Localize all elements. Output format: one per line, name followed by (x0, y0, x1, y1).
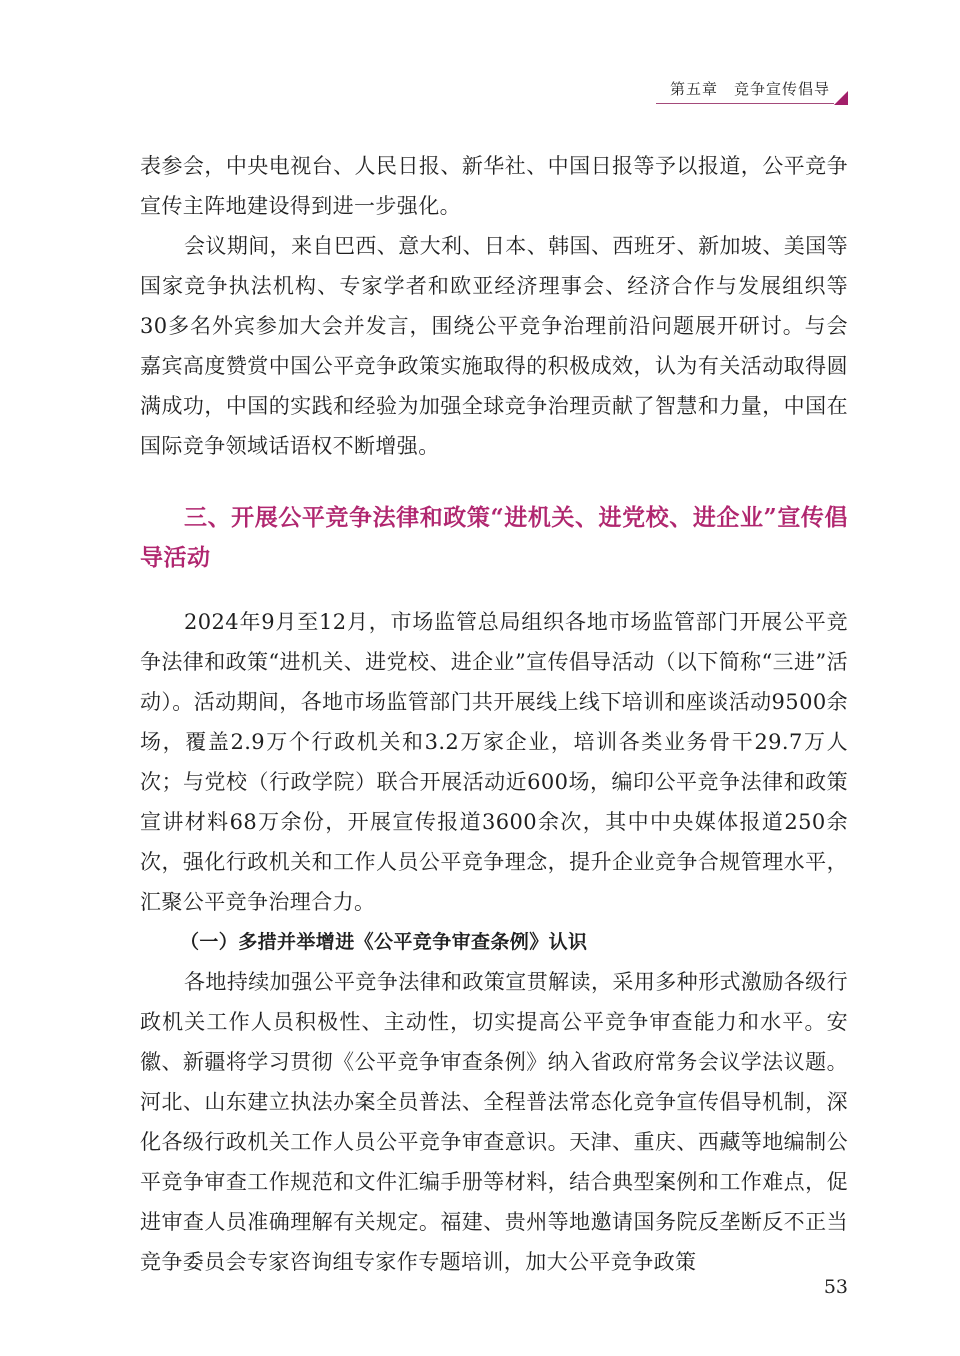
header-rule (656, 103, 834, 104)
section-heading: 三、开展公平竞争法律和政策“进机关、进党校、进企业”宣传倡导活动 (140, 504, 848, 571)
paragraph-activity-overview: 2024年9月至12月，市场监管总局组织各地市场监管部门开展公平竞争法律和政策“进机关、进党校、进企业”宣传倡导活动（以下简称“三进”活动）。活动期间，各地市场监管部门共开展线上线下培训和座谈活动9500余场，覆盖2.9万个行政机关和3.2万家企业，培训各类业务骨干29.7万人次；与党校（行政学院）联合开展活动近600场，编印公平竞争法律和政策宣讲材料68万余份，开展宣传报道3600余次，其中中央媒体报道250余次，强化行政机关和工作人员公平竞争理念，提升企业竞争合规管理水平，汇聚公平竞争治理合力。 (140, 610, 848, 914)
sub-heading: （一）多措并举增进《公平竞争审查条例》认识 (180, 931, 588, 953)
page-body (140, 146, 848, 1282)
running-header (656, 78, 848, 104)
paragraph-measures: 各地持续加强公平竞争法律和政策宣贯解读，采用多种形式激励各级行政机关工作人员积极性、主动性，切实提高公平竞争审查能力和水平。安徽、新疆将学习贯彻《公平竞争审查条例》纳入省政府常务会议学法议题。河北、山东建立执法办案全员普法、全程普法常态化竞争宣传倡导机制，深化各级行政机关工作人员公平竞争审查意识。天津、重庆、西藏等地编制公平竞争审查工作规范和文件汇编手册等材料，结合典型案例和工作难点，促进审查人员准确理解有关规定。福建、贵州等地邀请国务院反垄断反不正当竞争委员会专家咨询组专家作专题培训，加大公平竞争政策 (140, 970, 848, 1274)
page-number: 53 (823, 1276, 848, 1298)
chapter-title: 第五章 竞争宣传倡导 (669, 80, 830, 98)
paragraph-meeting: 会议期间，来自巴西、意大利、日本、韩国、西班牙、新加坡、美国等国家竞争执法机构、专家学者和欧亚经济理事会、经济合作与发展组织等30多名外宾参加大会并发言，围绕公平竞争治理前沿问题展开研讨。与会嘉宾高度赞赏中国公平竞争政策实施取得的积极成效，认为有关活动取得圆满成功，中国的实践和经验为加强全球竞争治理贡献了智慧和力量，中国在国际竞争领域话语权不断增强。 (140, 234, 848, 458)
paragraph-continued: 表参会，中央电视台、人民日报、新华社、中国日报等予以报道，公平竞争宣传主阵地建设得到进一步强化。 (140, 154, 848, 218)
header-triangle-ornament (834, 91, 848, 105)
